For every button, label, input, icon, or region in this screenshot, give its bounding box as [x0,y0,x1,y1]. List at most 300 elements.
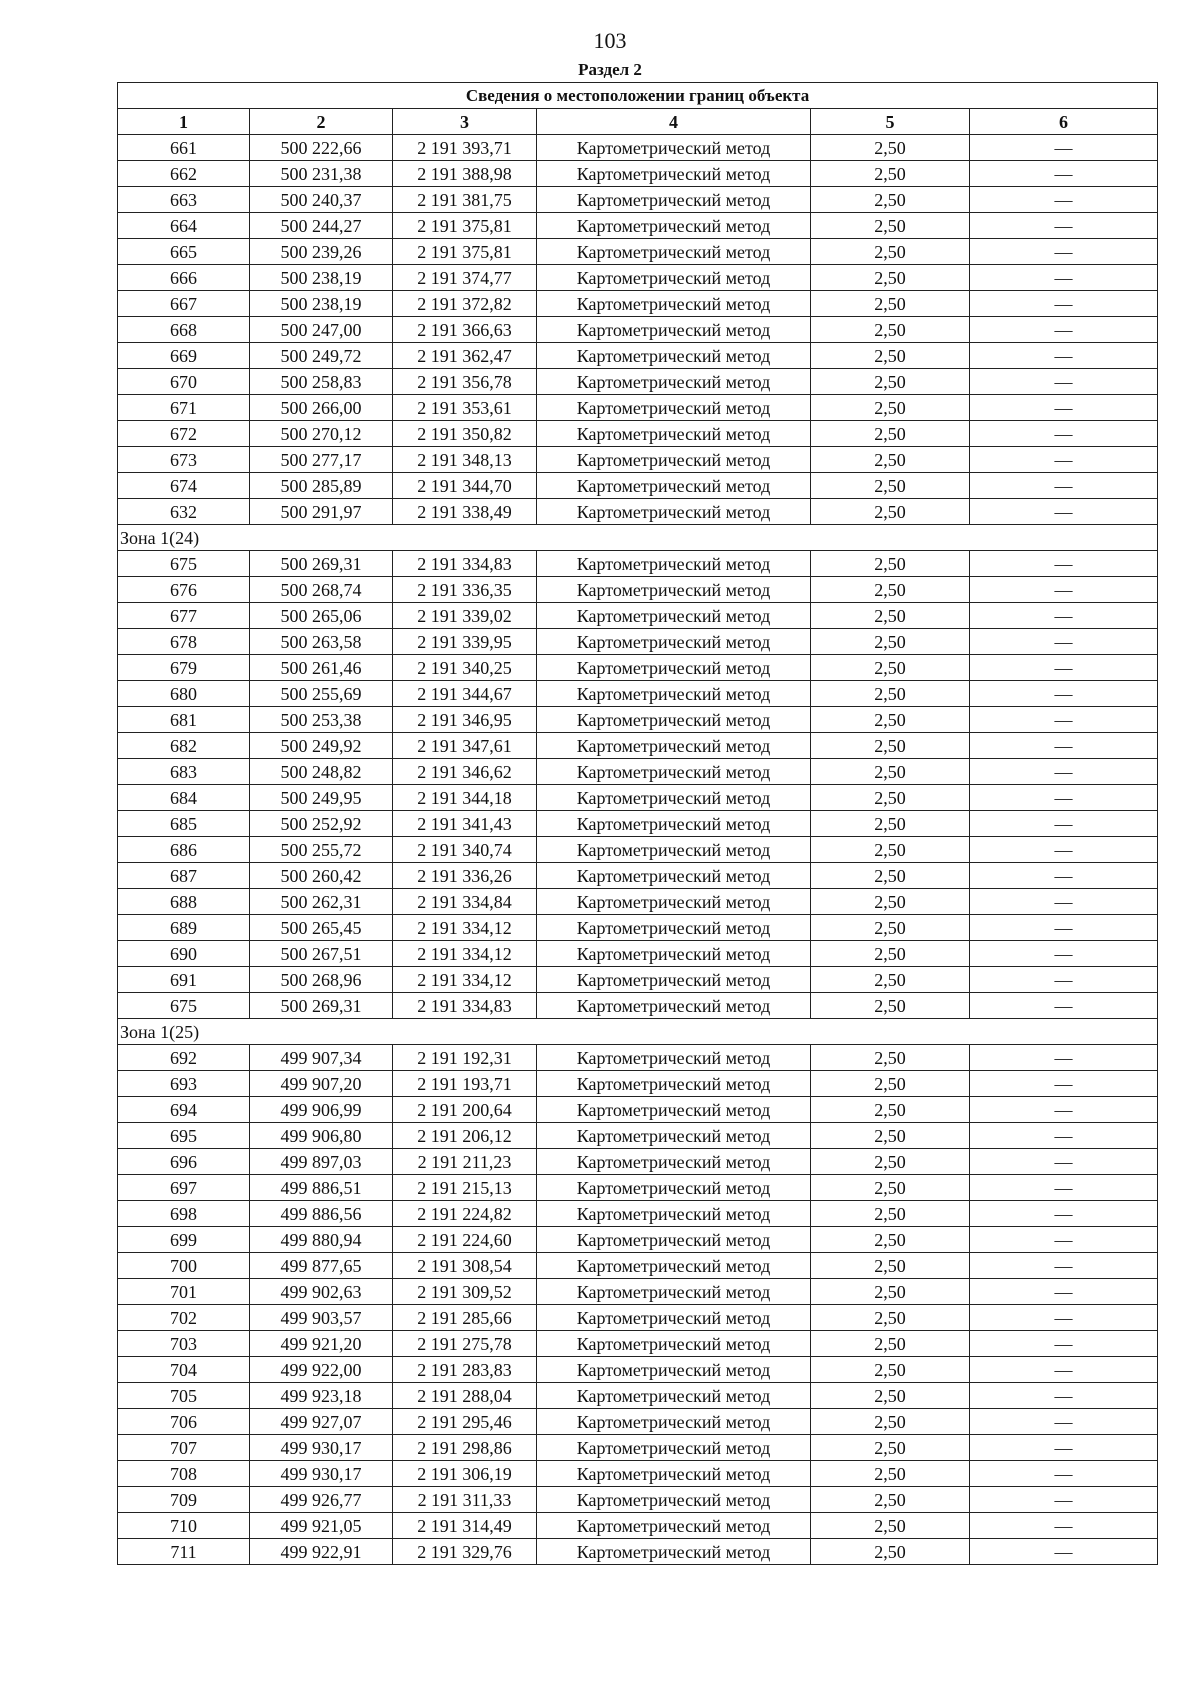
table-cell: 2,50 [811,187,970,213]
table-cell: 688 [118,889,250,915]
table-cell: 2 191 334,83 [393,993,537,1019]
table-cell: 2,50 [811,577,970,603]
table-cell: 687 [118,863,250,889]
table-cell: 2 191 344,70 [393,473,537,499]
table-cell-dash: — [970,811,1158,837]
table-cell: 694 [118,1097,250,1123]
table-cell: 2 191 374,77 [393,265,537,291]
table-cell: 2 191 346,95 [393,707,537,733]
table-cell: 681 [118,707,250,733]
table-cell: Картометрический метод [537,1123,811,1149]
table-cell: 2 191 211,23 [393,1149,537,1175]
table-cell: 684 [118,785,250,811]
table-cell: 2,50 [811,1383,970,1409]
table-cell: 2,50 [811,967,970,993]
table-cell-dash: — [970,1331,1158,1357]
table-cell: 2 191 192,31 [393,1045,537,1071]
column-header: 4 [537,109,811,135]
table-cell-dash: — [970,1123,1158,1149]
table-cell: 2 191 334,84 [393,889,537,915]
table-row [118,135,1158,161]
table-row [118,941,1158,967]
table-cell: Картометрический метод [537,1071,811,1097]
table-cell: 632 [118,499,250,525]
section-title: Раздел 2 [578,60,642,79]
table-cell: 2,50 [811,837,970,863]
table-cell-dash: — [970,551,1158,577]
table-row [118,655,1158,681]
table-cell: 701 [118,1279,250,1305]
table-cell: 2 191 350,82 [393,421,537,447]
table-cell: 685 [118,811,250,837]
table-cell: 500 255,69 [250,681,393,707]
table-cell: 2 191 311,33 [393,1487,537,1513]
table-cell: 2 191 338,49 [393,499,537,525]
table-cell: 2,50 [811,265,970,291]
table-cell: Картометрический метод [537,655,811,681]
table-cell: 2,50 [811,733,970,759]
table-cell: Картометрический метод [537,1331,811,1357]
table-cell: 500 285,89 [250,473,393,499]
table-cell: 2,50 [811,1201,970,1227]
table-row [118,369,1158,395]
table-cell: Картометрический метод [537,681,811,707]
table-cell-dash: — [970,603,1158,629]
table-cell: 2,50 [811,1487,970,1513]
table-cell: 702 [118,1305,250,1331]
table-cell: 2,50 [811,291,970,317]
table-cell-dash: — [970,1461,1158,1487]
table-cell: 2,50 [811,759,970,785]
table-cell: 499 922,91 [250,1539,393,1565]
table-cell: 2,50 [811,1071,970,1097]
table-cell: Картометрический метод [537,1539,811,1565]
table-cell: Картометрический метод [537,161,811,187]
table-cell: 500 252,92 [250,811,393,837]
table-cell: Картометрический метод [537,291,811,317]
table-cell: Картометрический метод [537,1201,811,1227]
table-cell: Картометрический метод [537,343,811,369]
table-cell: 2 191 336,35 [393,577,537,603]
table-cell: 499 907,34 [250,1045,393,1071]
table-cell: Картометрический метод [537,1097,811,1123]
table-cell: 2,50 [811,785,970,811]
table-cell: 2,50 [811,1539,970,1565]
table-cell: Картометрический метод [537,551,811,577]
table-cell: 706 [118,1409,250,1435]
table-cell: 2,50 [811,1175,970,1201]
table-row [118,707,1158,733]
table-cell: 709 [118,1487,250,1513]
table-cell: 2 191 339,02 [393,603,537,629]
table-cell: 2,50 [811,499,970,525]
table-cell: 2,50 [811,135,970,161]
page-number: 103 [593,28,627,53]
table-cell: 499 897,03 [250,1149,393,1175]
table-cell-dash: — [970,707,1158,733]
table-cell: 2 191 334,12 [393,967,537,993]
table-cell: 2 191 356,78 [393,369,537,395]
table-cell: Картометрический метод [537,187,811,213]
table-cell: 692 [118,1045,250,1071]
table-row [118,837,1158,863]
table-cell: 499 902,63 [250,1279,393,1305]
table-cell: 2 191 348,13 [393,447,537,473]
table-cell: 2,50 [811,213,970,239]
table-cell: 703 [118,1331,250,1357]
table-row [118,915,1158,941]
table-cell: Картометрический метод [537,1175,811,1201]
table-cell: 2,50 [811,1097,970,1123]
table-cell: 686 [118,837,250,863]
table-cell: Картометрический метод [537,993,811,1019]
table-cell: Картометрический метод [537,1435,811,1461]
table-cell: Картометрический метод [537,1409,811,1435]
table-row [118,967,1158,993]
table-cell: Картометрический метод [537,473,811,499]
table-cell: Картометрический метод [537,941,811,967]
table-row [118,265,1158,291]
table-cell: 2 191 200,64 [393,1097,537,1123]
table-cell: 500 222,66 [250,135,393,161]
table-cell: 699 [118,1227,250,1253]
table-cell: 500 239,26 [250,239,393,265]
table-cell: 2 191 344,67 [393,681,537,707]
table-cell: 675 [118,551,250,577]
table-row [118,785,1158,811]
table-row [118,1409,1158,1435]
table-cell-dash: — [970,1487,1158,1513]
table-cell-dash: — [970,291,1158,317]
table-row [118,343,1158,369]
table-cell: 700 [118,1253,250,1279]
table-cell: 674 [118,473,250,499]
table-row [118,733,1158,759]
table-cell: 2 191 372,82 [393,291,537,317]
table-cell: Картометрический метод [537,915,811,941]
table-cell: 2,50 [811,681,970,707]
table-cell: 2,50 [811,1513,970,1539]
table-cell: 673 [118,447,250,473]
table-cell: 500 249,92 [250,733,393,759]
table-cell: 2 191 283,83 [393,1357,537,1383]
table-cell: 677 [118,603,250,629]
table-row [118,213,1158,239]
table-row [118,187,1158,213]
table-cell: Картометрический метод [537,369,811,395]
table-cell: 499 907,20 [250,1071,393,1097]
table-row [118,1201,1158,1227]
table-cell: Картометрический метод [537,707,811,733]
table-row [118,1045,1158,1071]
table-cell: 710 [118,1513,250,1539]
table-cell: 704 [118,1357,250,1383]
table-cell: 676 [118,577,250,603]
table-cell-dash: — [970,837,1158,863]
table-cell: 2,50 [811,1045,970,1071]
zone-header-row [118,1019,1158,1045]
table-cell: Картометрический метод [537,863,811,889]
table-cell-dash: — [970,1409,1158,1435]
table-cell: 2,50 [811,1149,970,1175]
table-cell: Картометрический метод [537,1357,811,1383]
table-row [118,291,1158,317]
table-row [118,395,1158,421]
table-cell-dash: — [970,1071,1158,1097]
table-cell: 2,50 [811,1435,970,1461]
table-cell: 2,50 [811,161,970,187]
table-cell: 678 [118,629,250,655]
table-row [118,1435,1158,1461]
table-cell-dash: — [970,213,1158,239]
table-cell: 683 [118,759,250,785]
table-row [118,1305,1158,1331]
table-cell: 499 906,80 [250,1123,393,1149]
table-cell: 2 191 344,18 [393,785,537,811]
table-cell-dash: — [970,1357,1158,1383]
table-cell-dash: — [970,1097,1158,1123]
table-cell: 500 263,58 [250,629,393,655]
table-cell: 672 [118,421,250,447]
table-row [118,473,1158,499]
table-row [118,317,1158,343]
table-cell-dash: — [970,1305,1158,1331]
table-cell: 500 255,72 [250,837,393,863]
table-cell: 2 191 339,95 [393,629,537,655]
table-cell: 2 191 340,25 [393,655,537,681]
table-cell: Картометрический метод [537,421,811,447]
table-cell: 2,50 [811,863,970,889]
table-cell: Картометрический метод [537,837,811,863]
table-cell: 661 [118,135,250,161]
table-cell-dash: — [970,265,1158,291]
table-row [118,863,1158,889]
table-cell: 665 [118,239,250,265]
table-cell: 499 923,18 [250,1383,393,1409]
table-row [118,1279,1158,1305]
table-cell: 680 [118,681,250,707]
table-cell-dash: — [970,135,1158,161]
table-cell: 708 [118,1461,250,1487]
table-cell: 2,50 [811,993,970,1019]
table-cell-dash: — [970,239,1158,265]
column-header: 5 [811,109,970,135]
table-row [118,577,1158,603]
table-cell-dash: — [970,161,1158,187]
table-cell-dash: — [970,1383,1158,1409]
table-cell: 2 191 309,52 [393,1279,537,1305]
table-cell: 500 267,51 [250,941,393,967]
table-cell-dash: — [970,1227,1158,1253]
table-row [118,889,1158,915]
table-cell: Картометрический метод [537,733,811,759]
table-cell: 500 268,96 [250,967,393,993]
table-cell-dash: — [970,863,1158,889]
table-cell: 2 191 295,46 [393,1409,537,1435]
table-cell: 671 [118,395,250,421]
table-cell: 2 191 347,61 [393,733,537,759]
table-cell: 2,50 [811,1305,970,1331]
table-cell-dash: — [970,941,1158,967]
table-cell: 2,50 [811,395,970,421]
table-cell: Картометрический метод [537,1461,811,1487]
table-cell: Картометрический метод [537,135,811,161]
column-header: 6 [970,109,1158,135]
table-cell-dash: — [970,577,1158,603]
table-cell: 2,50 [811,603,970,629]
table-cell: Картометрический метод [537,603,811,629]
table-cell: 2 191 306,19 [393,1461,537,1487]
table-cell: 499 922,00 [250,1357,393,1383]
table-cell-dash: — [970,733,1158,759]
table-cell: 500 249,95 [250,785,393,811]
table-cell-dash: — [970,1279,1158,1305]
table-cell: 2,50 [811,343,970,369]
table-cell: 500 244,27 [250,213,393,239]
table-cell: Картометрический метод [537,889,811,915]
table-cell: 2,50 [811,889,970,915]
table-cell: 500 265,06 [250,603,393,629]
table-cell: 2 191 346,62 [393,759,537,785]
table-cell: 2 191 381,75 [393,187,537,213]
table-cell-dash: — [970,967,1158,993]
table-cell: 2 191 308,54 [393,1253,537,1279]
table-cell: 499 930,17 [250,1435,393,1461]
table-cell: 2 191 206,12 [393,1123,537,1149]
table-cell: 2 191 366,63 [393,317,537,343]
table-row [118,239,1158,265]
table-row [118,1461,1158,1487]
table-cell: 500 266,00 [250,395,393,421]
table-row [118,1149,1158,1175]
table-cell: 705 [118,1383,250,1409]
table-row [118,681,1158,707]
table-cell: 499 886,56 [250,1201,393,1227]
table-cell: Картометрический метод [537,395,811,421]
table-cell: 2,50 [811,1279,970,1305]
table-row [118,1357,1158,1383]
table-cell: 2 191 362,47 [393,343,537,369]
table-cell: 675 [118,993,250,1019]
table-cell: 666 [118,265,250,291]
table-cell: 2,50 [811,941,970,967]
table-cell-dash: — [970,1149,1158,1175]
table-row [118,1097,1158,1123]
table-cell: 2 191 224,82 [393,1201,537,1227]
table-cell: 670 [118,369,250,395]
table-row [118,499,1158,525]
table-cell: 499 880,94 [250,1227,393,1253]
table-cell: 499 886,51 [250,1175,393,1201]
table-cell: 2 191 334,12 [393,941,537,967]
table-row [118,421,1158,447]
table-cell: 499 926,77 [250,1487,393,1513]
column-header: 2 [250,109,393,135]
table-cell-dash: — [970,421,1158,447]
table-cell: 2 191 340,74 [393,837,537,863]
table-cell: 2,50 [811,1227,970,1253]
table-cell: 2 191 298,86 [393,1435,537,1461]
table-cell: 2,50 [811,1409,970,1435]
table-cell: 2 191 329,76 [393,1539,537,1565]
table-cell: 500 291,97 [250,499,393,525]
table-cell-dash: — [970,915,1158,941]
table-cell: 711 [118,1539,250,1565]
table-cell: Картометрический метод [537,317,811,343]
table-cell: Картометрический метод [537,785,811,811]
table-cell: 500 247,00 [250,317,393,343]
table-cell: 500 238,19 [250,291,393,317]
table-row [118,447,1158,473]
table-cell: 691 [118,967,250,993]
table-body [118,135,1158,1565]
table-cell: 2,50 [811,447,970,473]
table-cell: 2,50 [811,915,970,941]
table-cell: 2 191 334,12 [393,915,537,941]
table-cell-dash: — [970,1201,1158,1227]
zone-header-row [118,525,1158,551]
table-cell-dash: — [970,1253,1158,1279]
table-cell: 2,50 [811,707,970,733]
table-cell-dash: — [970,655,1158,681]
table-cell: 2,50 [811,1461,970,1487]
table-row [118,993,1158,1019]
table-cell: 2 191 388,98 [393,161,537,187]
table-row [118,551,1158,577]
table-cell-dash: — [970,395,1158,421]
table-caption: Сведения о местоположении границ объекта [118,83,1158,109]
table-cell: 2,50 [811,369,970,395]
table-cell-dash: — [970,343,1158,369]
table-cell-dash: — [970,1435,1158,1461]
table-cell: 2,50 [811,317,970,343]
table-cell: 500 261,46 [250,655,393,681]
table-cell: 499 906,99 [250,1097,393,1123]
table-cell: 2,50 [811,473,970,499]
table-cell: 500 269,31 [250,551,393,577]
table-row [118,1227,1158,1253]
table-cell: 2 191 314,49 [393,1513,537,1539]
column-header: 1 [118,109,250,135]
table-cell-dash: — [970,1175,1158,1201]
table-cell: Картометрический метод [537,1045,811,1071]
table-cell: 499 921,05 [250,1513,393,1539]
table-cell: Картометрический метод [537,1227,811,1253]
table-cell: 499 877,65 [250,1253,393,1279]
table-cell-dash: — [970,785,1158,811]
table-row [118,1487,1158,1513]
table-row [118,161,1158,187]
table-cell: 500 238,19 [250,265,393,291]
table-cell: 696 [118,1149,250,1175]
table-cell: 2,50 [811,1331,970,1357]
table-cell: 2 191 193,71 [393,1071,537,1097]
table-row [118,1175,1158,1201]
table-row [118,759,1158,785]
table-cell: 2 191 341,43 [393,811,537,837]
table-row [118,1253,1158,1279]
table-row [118,629,1158,655]
table-cell: Картометрический метод [537,577,811,603]
table-cell: 2 191 353,61 [393,395,537,421]
table-cell: 2 191 224,60 [393,1227,537,1253]
table-cell-dash: — [970,993,1158,1019]
table-cell: 663 [118,187,250,213]
table-cell: Картометрический метод [537,759,811,785]
table-cell: Картометрический метод [537,499,811,525]
table-cell: 500 258,83 [250,369,393,395]
table-header-row [118,109,1158,135]
